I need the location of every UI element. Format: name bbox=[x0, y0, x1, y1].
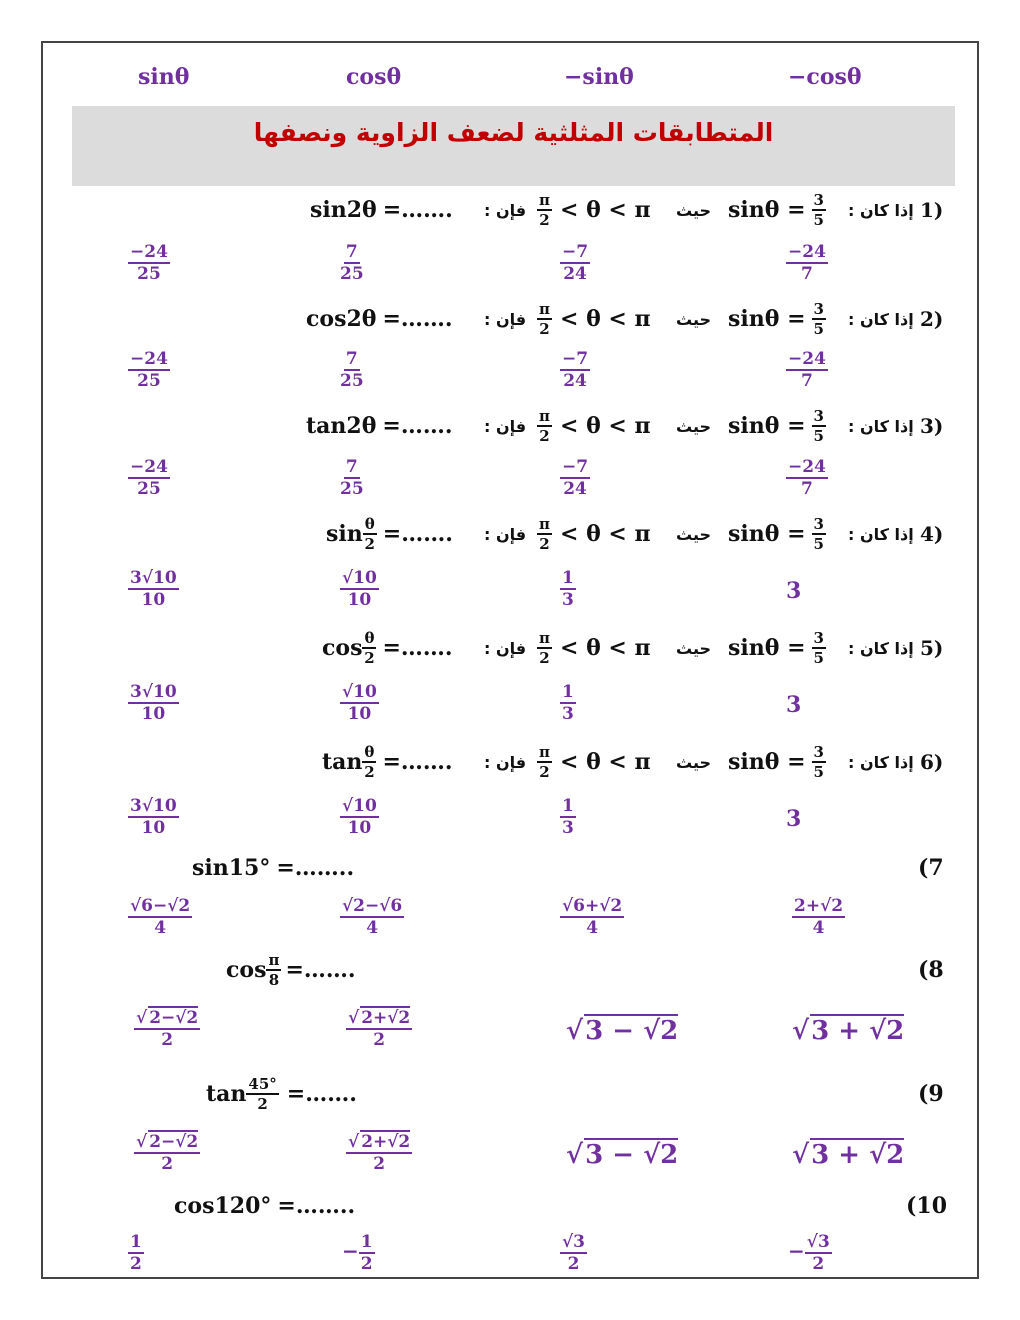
q4-where-label: حيث bbox=[676, 524, 711, 544]
q3-option-2[interactable]: $\frac{7}{25}$ bbox=[340, 457, 364, 499]
q6-dots: =……. bbox=[382, 749, 453, 775]
q6-target bbox=[322, 744, 453, 780]
q8-option-2[interactable]: $\frac{√ 2+√2}{2}$ bbox=[348, 1008, 411, 1050]
q3-option-3[interactable]: $\frac{-7}{24}$ bbox=[562, 457, 589, 499]
q4-number: 4) bbox=[920, 522, 944, 546]
q4-option-4[interactable]: 3 bbox=[786, 578, 802, 604]
q5-lhs-fn: cos bbox=[322, 635, 363, 661]
q5-then-label: : فإن bbox=[484, 638, 527, 658]
q1-given: sinθ = $\frac{3}{5}$ bbox=[728, 190, 824, 229]
q6-option-2[interactable]: $\frac{√10}{10}$ bbox=[342, 796, 377, 838]
q5-if-label: : إذا كان bbox=[848, 638, 914, 658]
q4-lhs-fraction: $\frac{\theta}{2}$ bbox=[364, 514, 375, 553]
q1-option-1[interactable]: $\frac{-24}{25}$ bbox=[130, 242, 168, 284]
q10-expression bbox=[174, 1188, 355, 1224]
q1-number: 1) bbox=[920, 198, 944, 222]
q5-option-4[interactable]: 3 bbox=[786, 692, 802, 718]
q4-option-2[interactable]: $\frac{√10}{10}$ bbox=[342, 568, 377, 610]
q1-if-label: : إذا كان bbox=[848, 200, 914, 220]
q9-option-4[interactable]: √3 + √2 bbox=[792, 1140, 905, 1170]
q4-option-1[interactable]: $\frac{3√10}{10}$ bbox=[130, 568, 177, 610]
q4-target bbox=[326, 516, 453, 552]
q1-option-2[interactable]: $\frac{7}{25}$ bbox=[340, 242, 364, 284]
q10-option-1[interactable]: $\frac{1}{2}$ bbox=[130, 1232, 142, 1274]
q8-option-1[interactable]: $\frac{√ 2-√2}{2}$ bbox=[136, 1008, 199, 1050]
q2-target bbox=[306, 301, 453, 337]
q3-lhs: tan2θ bbox=[306, 413, 377, 439]
q1-then-label: : فإن bbox=[484, 200, 527, 220]
q3-range: $\frac{\pi}{2}$ < θ < π bbox=[539, 406, 651, 445]
q2-given: sinθ = $\frac{3}{5}$ bbox=[728, 299, 824, 338]
q5-option-2[interactable]: $\frac{√10}{10}$ bbox=[342, 682, 377, 724]
q10-lhs: cos120° bbox=[174, 1193, 272, 1219]
q1-lhs: sin2θ bbox=[310, 197, 377, 223]
q9-number: (9 bbox=[918, 1081, 944, 1107]
q8-expression bbox=[226, 952, 356, 988]
q3-dots: =……. bbox=[382, 413, 453, 439]
q7-dots: =…….. bbox=[276, 855, 355, 881]
q1-option-4[interactable]: $\frac{-24}{7}$ bbox=[788, 242, 826, 284]
q5-target bbox=[322, 630, 453, 666]
q4-option-3[interactable]: $\frac{1}{3}$ bbox=[562, 568, 574, 610]
q1-dots: =……. bbox=[382, 197, 453, 223]
q2-then-label: : فإن bbox=[484, 309, 527, 329]
q2-option-3[interactable]: $\frac{-7}{24}$ bbox=[562, 349, 589, 391]
q8-option-3[interactable]: √3 − √2 bbox=[566, 1016, 679, 1046]
q7-option-2[interactable]: $\frac{√2-√6}{4}$ bbox=[342, 896, 403, 938]
top-option-3: −sinθ bbox=[564, 64, 634, 90]
q8-fraction: $\frac{\pi}{8}$ bbox=[268, 950, 280, 989]
q5-lhs-fraction: $\frac{\theta}{2}$ bbox=[364, 628, 375, 667]
q6-lhs-fraction: $\frac{\theta}{2}$ bbox=[364, 742, 375, 781]
q6-given: sinθ = $\frac{3}{5}$ bbox=[728, 742, 824, 781]
q2-option-4[interactable]: $\frac{-24}{7}$ bbox=[788, 349, 826, 391]
q8-option-4[interactable]: √3 + √2 bbox=[792, 1016, 905, 1046]
q9-option-1[interactable]: $\frac{√ 2-√2}{2}$ bbox=[136, 1132, 199, 1174]
q7-expression bbox=[192, 850, 354, 886]
top-option-2: cosθ bbox=[346, 64, 402, 90]
q4-dots: =……. bbox=[382, 521, 453, 547]
q5-range: $\frac{\pi}{2}$ < θ < π bbox=[539, 628, 651, 667]
q2-number: 2) bbox=[920, 307, 944, 331]
q6-lhs-fn: tan bbox=[322, 749, 363, 775]
q10-option-3[interactable]: $\frac{√3}{2}$ bbox=[562, 1232, 586, 1274]
q2-option-2[interactable]: $\frac{7}{25}$ bbox=[340, 349, 364, 391]
q5-where-label: حيث bbox=[676, 638, 711, 658]
q5-option-1[interactable]: $\frac{3√10}{10}$ bbox=[130, 682, 177, 724]
q5-number: 5) bbox=[920, 636, 944, 660]
q6-option-3[interactable]: $\frac{1}{3}$ bbox=[562, 796, 574, 838]
q5-option-3[interactable]: $\frac{1}{3}$ bbox=[562, 682, 574, 724]
q5-dots: =……. bbox=[382, 635, 453, 661]
q1-where-label: حيث bbox=[676, 200, 711, 220]
q4-then-label: : فإن bbox=[484, 524, 527, 544]
q2-lhs: cos2θ bbox=[306, 306, 377, 332]
top-option-1: sinθ bbox=[138, 64, 190, 90]
q6-option-1[interactable]: $\frac{3√10}{10}$ bbox=[130, 796, 177, 838]
q9-dots: =……. bbox=[286, 1081, 357, 1107]
page-title: المتطابقات المثلثية لضعف الزاوية ونصفها bbox=[253, 118, 774, 147]
q7-number: (7 bbox=[918, 855, 944, 881]
q9-option-3[interactable]: √3 − √2 bbox=[566, 1140, 679, 1170]
q6-where-label: حيث bbox=[676, 752, 711, 772]
q3-option-1[interactable]: $\frac{-24}{25}$ bbox=[130, 457, 168, 499]
q1-range: $\frac{\pi}{2}$ < θ < π bbox=[539, 190, 651, 229]
q4-range: $\frac{\pi}{2}$ < θ < π bbox=[539, 514, 651, 553]
q3-where-label: حيث bbox=[676, 416, 711, 436]
q7-option-4[interactable]: $\frac{2+√2}{4}$ bbox=[794, 896, 844, 938]
q4-given: sinθ = $\frac{3}{5}$ bbox=[728, 514, 824, 553]
q2-where-label: حيث bbox=[676, 309, 711, 329]
q2-dots: =……. bbox=[382, 306, 453, 332]
q9-fraction: $\frac{45^\circ}{2}$ bbox=[248, 1074, 277, 1113]
q2-if-label: : إذا كان bbox=[848, 309, 914, 329]
q6-number: 6) bbox=[920, 750, 944, 774]
q6-option-4[interactable]: 3 bbox=[786, 806, 802, 832]
q9-fn: tan bbox=[206, 1081, 247, 1107]
q9-option-2[interactable]: $\frac{√ 2+√2}{2}$ bbox=[348, 1132, 411, 1174]
q3-if-label: : إذا كان bbox=[848, 416, 914, 436]
q7-option-1[interactable]: $\frac{√6-√2}{4}$ bbox=[130, 896, 191, 938]
q3-option-4[interactable]: $\frac{-24}{7}$ bbox=[788, 457, 826, 499]
q10-dots: =…….. bbox=[277, 1193, 356, 1219]
q8-fn: cos bbox=[226, 957, 267, 983]
q4-if-label: : إذا كان bbox=[848, 524, 914, 544]
q6-if-label: : إذا كان bbox=[848, 752, 914, 772]
q8-dots: =……. bbox=[285, 957, 356, 983]
title-banner bbox=[72, 106, 955, 186]
q3-given: sinθ = $\frac{3}{5}$ bbox=[728, 406, 824, 445]
q5-given: sinθ = $\frac{3}{5}$ bbox=[728, 628, 824, 667]
q9-expression bbox=[206, 1076, 357, 1112]
q1-option-3[interactable]: $\frac{-7}{24}$ bbox=[562, 242, 589, 284]
q2-range: $\frac{\pi}{2}$ < θ < π bbox=[539, 299, 651, 338]
q2-option-1[interactable]: $\frac{-24}{25}$ bbox=[130, 349, 168, 391]
q3-then-label: : فإن bbox=[484, 416, 527, 436]
q10-number: (10 bbox=[906, 1193, 948, 1219]
q4-lhs-fn: sin bbox=[326, 521, 363, 547]
q8-number: (8 bbox=[918, 957, 944, 983]
top-option-4: −cosθ bbox=[788, 64, 862, 90]
q10-option-4[interactable]: − $\frac{√3}{2}$ bbox=[788, 1232, 830, 1274]
q6-range: $\frac{\pi}{2}$ < θ < π bbox=[539, 742, 651, 781]
q7-option-3[interactable]: $\frac{√6+√2}{4}$ bbox=[562, 896, 623, 938]
q1-target bbox=[310, 192, 453, 228]
q3-number: 3) bbox=[920, 414, 944, 438]
q3-target bbox=[306, 408, 453, 444]
q6-then-label: : فإن bbox=[484, 752, 527, 772]
q10-option-2[interactable]: − $\frac{1}{2}$ bbox=[342, 1232, 373, 1274]
q7-lhs: sin15° bbox=[192, 855, 271, 881]
